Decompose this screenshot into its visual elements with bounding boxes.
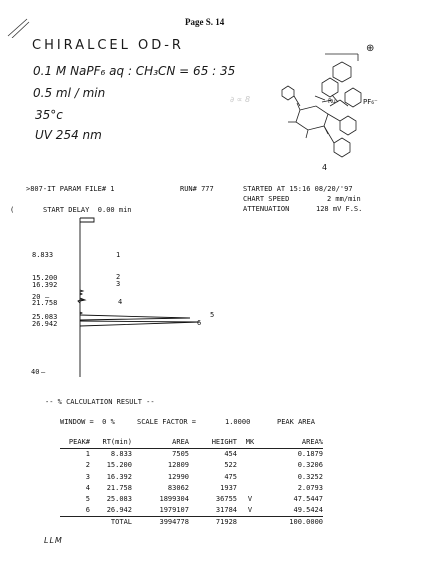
detection-note: UV 254 nm xyxy=(35,128,102,142)
table-row xyxy=(60,494,323,505)
table-row xyxy=(60,483,323,494)
cell-mk: V xyxy=(247,506,253,515)
cell-area-percent: 0.3252 xyxy=(297,472,323,481)
start-time: STARTED AT 15:16 08/20/'97 xyxy=(243,185,353,193)
cell-area: 12809 xyxy=(167,461,189,470)
table-header-row xyxy=(60,437,323,449)
cell-peak: 6 xyxy=(85,506,90,515)
cell-rt: 8.833 xyxy=(110,450,132,459)
peak-mark-2: 2 xyxy=(116,273,121,281)
chart-speed-label: CHART SPEED xyxy=(243,195,290,203)
cell-rt: 25.083 xyxy=(106,495,132,504)
cell-peak: 1 xyxy=(85,450,90,459)
table-row xyxy=(60,449,323,461)
header-height: HEIGHT xyxy=(189,437,237,449)
cell-height: 522 xyxy=(224,461,237,470)
cell-area: 7505 xyxy=(172,450,189,459)
tick-40: — xyxy=(41,368,46,376)
calc-title: -- % CALCULATION RESULT -- xyxy=(45,398,155,406)
margin-mark: ( xyxy=(10,206,15,214)
header-area-percent: AREA% xyxy=(263,437,323,449)
cell-mk: V xyxy=(247,495,253,504)
cell-area-percent: 2.0793 xyxy=(297,483,323,492)
peak-mark-3: 3 xyxy=(116,280,121,288)
retention-label-40: 40 xyxy=(31,368,40,376)
scale-factor-value: 1.0000 xyxy=(225,418,251,426)
cell-rt: 26.942 xyxy=(106,506,132,515)
cell-area: 12990 xyxy=(167,472,189,481)
retention-label-8833: 8.833 xyxy=(32,251,54,259)
cell-peak: 3 xyxy=(85,472,90,481)
retention-label-25083: 25.083 xyxy=(32,313,58,321)
cell-area: 1899304 xyxy=(159,495,189,504)
peak-mark-4: 4 xyxy=(118,298,123,306)
cell-mk xyxy=(237,449,263,461)
cell-height: 36755 xyxy=(215,495,237,504)
total-area-percent: 100.0000 xyxy=(263,517,323,529)
flow-rate-note: 0.5 ml / min xyxy=(33,86,106,100)
cell-mk xyxy=(237,460,263,471)
table-row xyxy=(60,472,323,483)
cell-area: 83062 xyxy=(167,483,189,492)
cell-mk xyxy=(237,483,263,494)
chromatogram-trace xyxy=(70,212,230,382)
total-height: 71928 xyxy=(189,517,237,529)
cell-height: 475 xyxy=(224,472,237,481)
cell-peak: 4 xyxy=(85,483,90,492)
header-mk: MK xyxy=(237,437,263,449)
header-area: AREA xyxy=(132,437,189,449)
page-number: Page S. 14 xyxy=(185,17,225,27)
retention-label-16392: 16.392 xyxy=(32,281,58,289)
table-total-row xyxy=(60,517,323,529)
window-setting: WINDOW = 0 % xyxy=(60,418,115,426)
header-rt: RT(min) xyxy=(90,437,132,449)
cell-mk xyxy=(237,472,263,483)
run-number: RUN# 777 xyxy=(180,185,214,193)
cell-height: 454 xyxy=(224,450,237,459)
mobile-phase-note: 0.1 M NaPF₆ aq : CH₃CN = 65 : 35 xyxy=(33,64,236,78)
tick-20: — xyxy=(45,293,50,301)
compound-number: 4 xyxy=(322,163,328,172)
retention-label-20: 20 xyxy=(32,293,41,301)
calc-mode: PEAK AREA xyxy=(277,418,315,426)
cell-rt: 16.392 xyxy=(106,472,132,481)
cell-area-percent: 47.5447 xyxy=(293,495,323,504)
cell-peak: 2 xyxy=(85,461,90,470)
cell-peak: 5 xyxy=(85,495,90,504)
counterion-label: PF₆⁻ xyxy=(363,98,378,106)
scale-factor-label: SCALE FACTOR = xyxy=(137,418,197,426)
retention-label-21758: 21.758 xyxy=(32,299,58,307)
cell-rt: 15.200 xyxy=(106,461,132,470)
cell-area-percent: 0.3206 xyxy=(297,461,323,470)
cell-area-percent: 49.5424 xyxy=(293,506,323,515)
start-delay: START DELAY 0.00 min xyxy=(43,206,132,214)
table-row xyxy=(60,460,323,471)
peak-mark-5: 5 xyxy=(210,311,215,319)
peak-mark-1: 1 xyxy=(116,251,121,259)
param-file-header: >807-IT PARAM FILE# 1 xyxy=(26,185,115,193)
retention-label-15200: 15.200 xyxy=(32,274,58,282)
cell-area-percent: 0.1879 xyxy=(297,450,323,459)
chart-speed-value: 2 mm/min xyxy=(327,195,361,203)
temperature-note: 35°c xyxy=(35,108,63,122)
results-table xyxy=(60,437,323,529)
total-area: 3994778 xyxy=(132,517,189,529)
footer-initials: LLM xyxy=(44,536,63,545)
cell-area: 1979107 xyxy=(159,506,189,515)
column-note: CHIRALCEL OD-R xyxy=(32,38,184,53)
table-row xyxy=(60,505,323,517)
faint-annotation: ∂ ∝ 8 xyxy=(230,95,251,104)
cell-height: 1937 xyxy=(220,483,237,492)
total-label: TOTAL xyxy=(90,517,132,529)
attenuation-label: ATTENUATION xyxy=(243,205,290,213)
corner-slash-mark xyxy=(6,16,30,38)
cationic-charge-symbol: ⊕ xyxy=(366,43,375,54)
cell-rt: 21.758 xyxy=(106,483,132,492)
cell-height: 31784 xyxy=(215,506,237,515)
retention-label-26942: 26.942 xyxy=(32,320,58,328)
metal-label: Ru xyxy=(328,98,336,105)
ruthenium-complex-structure xyxy=(270,50,370,160)
header-peak: PEAK# xyxy=(60,437,90,449)
attenuation-value: 128 mV F.S. xyxy=(316,205,363,213)
peak-mark-6: 6 xyxy=(197,319,202,327)
